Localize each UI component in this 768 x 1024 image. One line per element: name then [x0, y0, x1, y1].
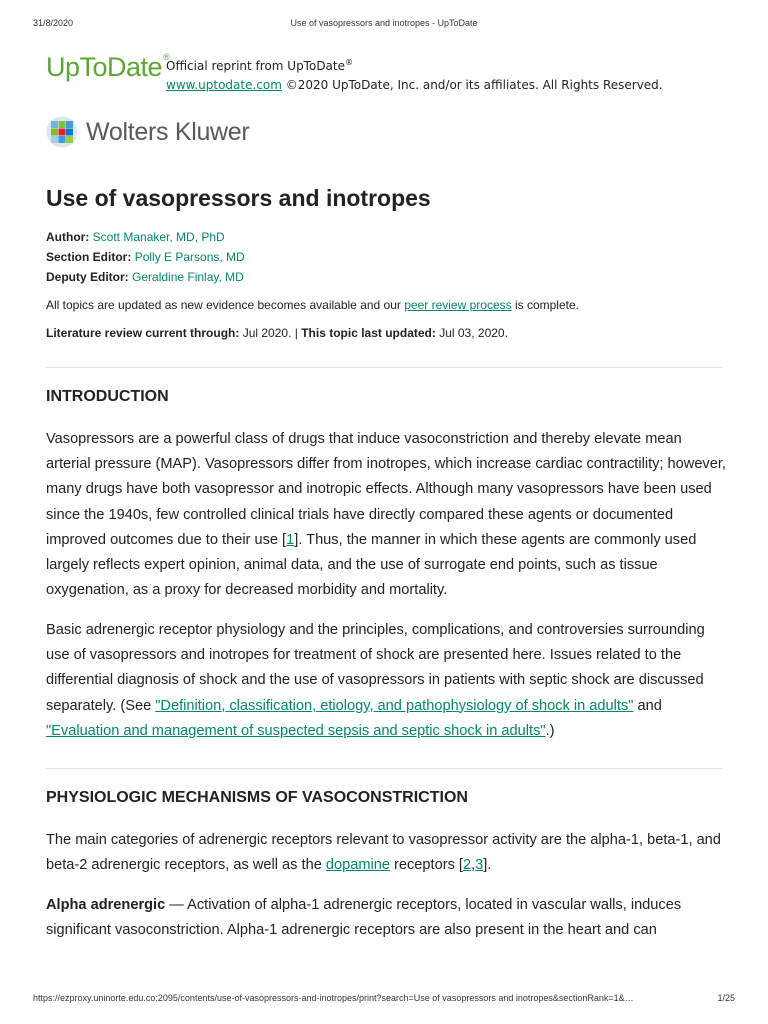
uptodate-url-link[interactable]: www.uptodate.com [166, 78, 282, 92]
reprint-line: Official reprint from UpToDate [166, 59, 345, 73]
peer-review-link[interactable]: peer review process [404, 298, 512, 312]
deputy-editor-label: Deputy Editor: [46, 270, 129, 284]
alpha-adrenergic-heading: Alpha adrenergic [46, 897, 166, 913]
deputy-editor-link[interactable]: Geraldine Finlay, MD [132, 270, 244, 284]
author-line [46, 230, 225, 244]
print-date: 31/8/2020 [33, 18, 74, 28]
wolters-kluwer-mosaic-icon [46, 116, 78, 148]
section-editor-label: Section Editor: [46, 250, 132, 264]
print-url: https://ezproxy.uninorte.edu.co:2095/contents/use-of-vasopressors-and-inotropes/print?search=Use of vasopressors and inotropes&sectionRank=1&… [33, 993, 634, 1003]
shock-definition-link[interactable]: "Definition, classification, etiology, and pathophysiology of shock in adults" [155, 697, 634, 714]
reprint-notice [166, 53, 663, 95]
copyright-text: ©2020 UpToDate, Inc. and/or its affiliates. All Rights Reserved. [285, 78, 663, 92]
dopamine-link[interactable]: dopamine [325, 857, 390, 874]
page-number: 1/25 [717, 993, 735, 1003]
phys-p1-text-b: receptors [ [389, 857, 463, 874]
deputy-editor-line [46, 270, 244, 284]
section-editor-line [46, 250, 245, 264]
uptodate-logo-text: UpToDate [46, 52, 163, 82]
physiology-heading: PHYSIOLOGIC MECHANISMS OF VASOCONSTRICTION [46, 789, 468, 806]
physiology-paragraph-1 [46, 828, 726, 878]
reference-link-2[interactable]: 2 [462, 857, 472, 874]
introduction-heading: INTRODUCTION [46, 388, 169, 405]
article-title: Use of vasopressors and inotropes [46, 185, 431, 211]
print-header [33, 18, 735, 32]
author-link[interactable]: Scott Manaker, MD, PhD [92, 230, 225, 244]
print-page-title: Use of vasopressors and inotropes - UpToDate [290, 18, 478, 28]
phys-p1-text-c: ]. [483, 857, 492, 874]
phys-p1-text-a: The main categories of adrenergic receptors relevant to vasopressor activity are the alpha-1, beta-1, and beta-2 adrenergic receptors, as well as the [46, 832, 721, 874]
reference-link-1[interactable]: 1 [286, 531, 295, 548]
lit-review-label: Literature review current through: [46, 326, 240, 340]
section-editor-link[interactable]: Polly E Parsons, MD [134, 250, 245, 264]
author-label: Author: [46, 230, 90, 244]
wolters-kluwer-name: Wolters Kluwer [86, 117, 250, 146]
intro-p2-text-a: Basic adrenergic receptor physiology and the principles, complications, and controversies surrounding use of vasopressors and inotropes for treatment of shock are presented here. Issues related to the differential diagnosis of shock and the use of vasopressors in patients with septic shock are discussed separately. (See [46, 622, 705, 714]
intro-paragraph-1 [46, 427, 726, 603]
alpha-adrenergic-text: — Activation of alpha-1 adrenergic receptors, located in vascular walls, induces significant vasoconstriction. Alpha-1 adrenergic receptors are also present in the heart and can [46, 897, 682, 939]
print-footer [33, 993, 735, 1007]
last-updated-value: Jul 03, 2020. [435, 326, 508, 340]
wolters-kluwer-logo [46, 115, 249, 149]
sepsis-evaluation-link[interactable]: "Evaluation and management of suspected sepsis and septic shock in adults" [46, 722, 546, 739]
intro-p2-text-b: .) [545, 722, 555, 739]
intro-p1-text-b: ]. Thus, the manner in which these agents are commonly used largely reflects expert opinion, animal data, and the use of surrogate end points, such as tissue oxygenation, as a proxy for decreased morbidity and mortality. [46, 531, 697, 599]
review-dates [46, 326, 508, 340]
uptodate-logo [46, 52, 169, 83]
reference-link-3[interactable]: 3 [475, 857, 484, 874]
update-note [46, 298, 579, 312]
update-note-post: is complete. [511, 298, 579, 312]
reprint-mark: ® [345, 58, 353, 67]
intro-paragraph-2 [46, 618, 726, 744]
update-note-pre: All topics are updated as new evidence becomes available and our [46, 298, 405, 312]
uptodate-logo-mark: ® [163, 52, 170, 62]
alpha-adrenergic-paragraph [46, 893, 726, 943]
phys-p1-comma: , [471, 857, 476, 874]
divider [46, 367, 722, 368]
lit-review-value: Jul 2020. | [239, 326, 302, 340]
intro-p2-and: and [633, 697, 662, 714]
intro-p1-text-a: Vasopressors are a powerful class of drugs that induce vasoconstriction and thereby elevate mean arterial pressure (MAP). Vasopressors differ from inotropes, which increase cardiac contractility; however, many drugs have both vasopressor and inotropic effects. Although many vasopressors have been used since the 1940s, few controlled clinical trials have directly compared these agents or documented improved outcomes due to their use [ [46, 431, 726, 548]
divider [46, 768, 722, 769]
last-updated-label: This topic last updated: [301, 326, 436, 340]
